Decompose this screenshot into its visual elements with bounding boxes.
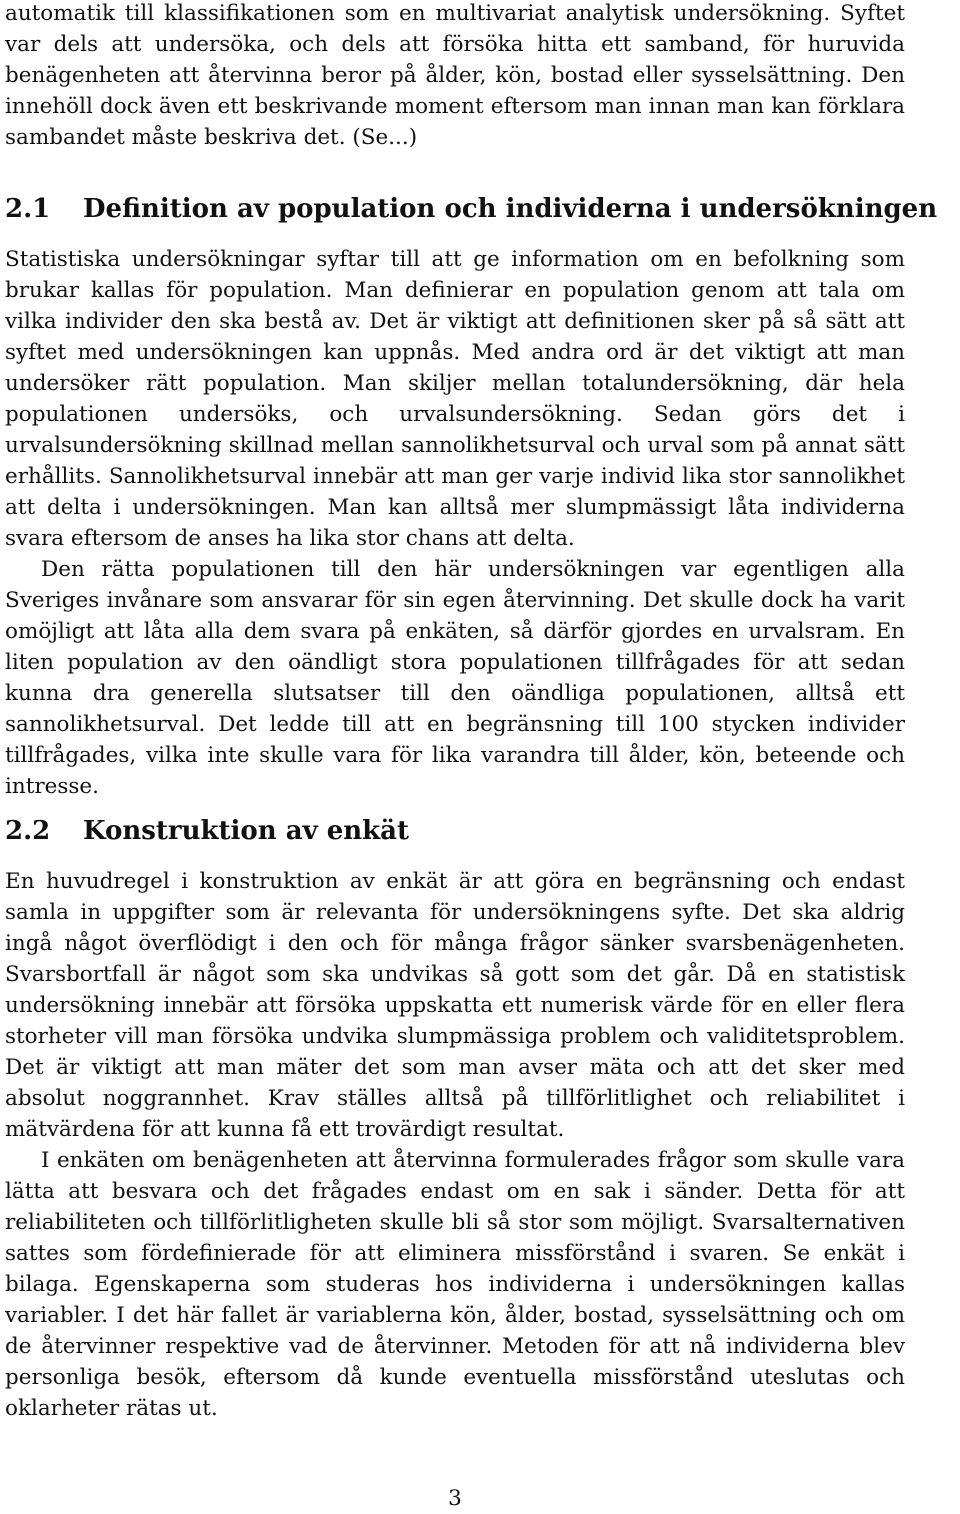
section-number: 2.2	[5, 816, 51, 846]
section-body-2-2	[5, 866, 905, 1424]
body-paragraph: I enkäten om benägenheten att återvinna formulerades frågor som skulle vara lätta att besvara och det frågades endast om en sak i sänder. Detta för att reliabiliteten och tillförlitligheten skulle bli så stor som möjligt. Svarsalternativen sattes som fördefinierade för att eliminera missförstånd i svaren. Se enkät i bilaga. Egenskaperna som studeras hos individerna i undersökningen kallas variabler. I det här fallet är variablerna kön, ålder, bostad, sysselsättning och om de återvinner respektive vad de återvinner. Metoden för att nå individerna blev personliga besök, eftersom då kunde eventuella missförstånd uteslutas och oklarheter rätas ut.	[5, 1148, 905, 1421]
body-paragraph: En huvudregel i konstruktion av enkät är att göra en begränsning och endast samla in uppgifter som är relevanta för undersökningens syfte. Det ska aldrig ingå något överflödigt i den och för många frågor sänker svarsbenägenheten. Svarsbortfall är något som ska undvikas så gott som det går. Då en statistisk undersökning innebär att försöka uppskatta ett numerisk värde för en eller flera storheter vill man försöka undvika slumpmässiga problem och validitetsproblem. Det är viktigt att man mäter det som man avser mäta och att det sker med absolut noggrannhet. Krav ställes alltså på tillförlitlighet och reliabilitet i mätvärdena för att kunna få ett trovärdigt resultat.	[5, 869, 905, 1142]
section-title: Konstruktion av enkät	[83, 816, 410, 846]
section-body-2-1	[5, 244, 905, 802]
page-number: 3	[448, 1486, 462, 1511]
section-heading-2-1	[5, 192, 937, 226]
section-heading-2-2	[5, 814, 409, 848]
section-title: Definition av population och individerna i undersökningen	[83, 194, 938, 224]
body-paragraph: Statistiska undersökningar syftar till att ge information om en befolkning som brukar kallas för population. Man definierar en population genom att tala om vilka individer den ska bestå av. Det är viktigt att definitionen sker på så sätt att syftet med undersökningen kan uppnås. Med andra ord är det viktigt att man undersöker rätt population. Man skiljer mellan totalundersökning, där hela populationen undersöks, och urvalsundersökning. Sedan görs det i urvalsundersökning skillnad mellan sannolikhetsurval och urval som på annat sätt erhållits. Sannolikhetsurval innebär att man ger varje individ lika stor sannolikhet att delta i undersökningen. Man kan alltså mer slumpmässigt låta individerna svara eftersom de anses ha lika stor chans att delta.	[5, 247, 905, 551]
section-number: 2.1	[5, 194, 51, 224]
body-paragraph: Den rätta populationen till den här undersökningen var egentligen alla Sveriges invånare som ansvarar för sin egen återvinning. Det skulle dock ha varit omöjligt att låta alla dem svara på enkäten, så därför gjordes en urvalsram. En liten population av den oändligt stora populationen tillfrågades för att sedan kunna dra generella slutsatser till den oändliga populationen, alltså ett sannolikhetsurval. Det ledde till att en begränsning till 100 stycken individer tillfrågades, vilka inte skulle vara för lika varandra till ålder, kön, beteende och intresse.	[5, 557, 905, 799]
intro-paragraph: automatik till klassifikationen som en multivariat analytisk undersökning. Syftet var dels att undersöka, och dels att försöka hitta ett samband, för huruvida benägenheten att återvinna beror på ålder, kön, bostad eller sysselsättning. Den innehöll dock även ett beskrivande moment eftersom man innan man kan förklara sambandet måste beskriva det. (Se...)	[5, 1, 905, 150]
